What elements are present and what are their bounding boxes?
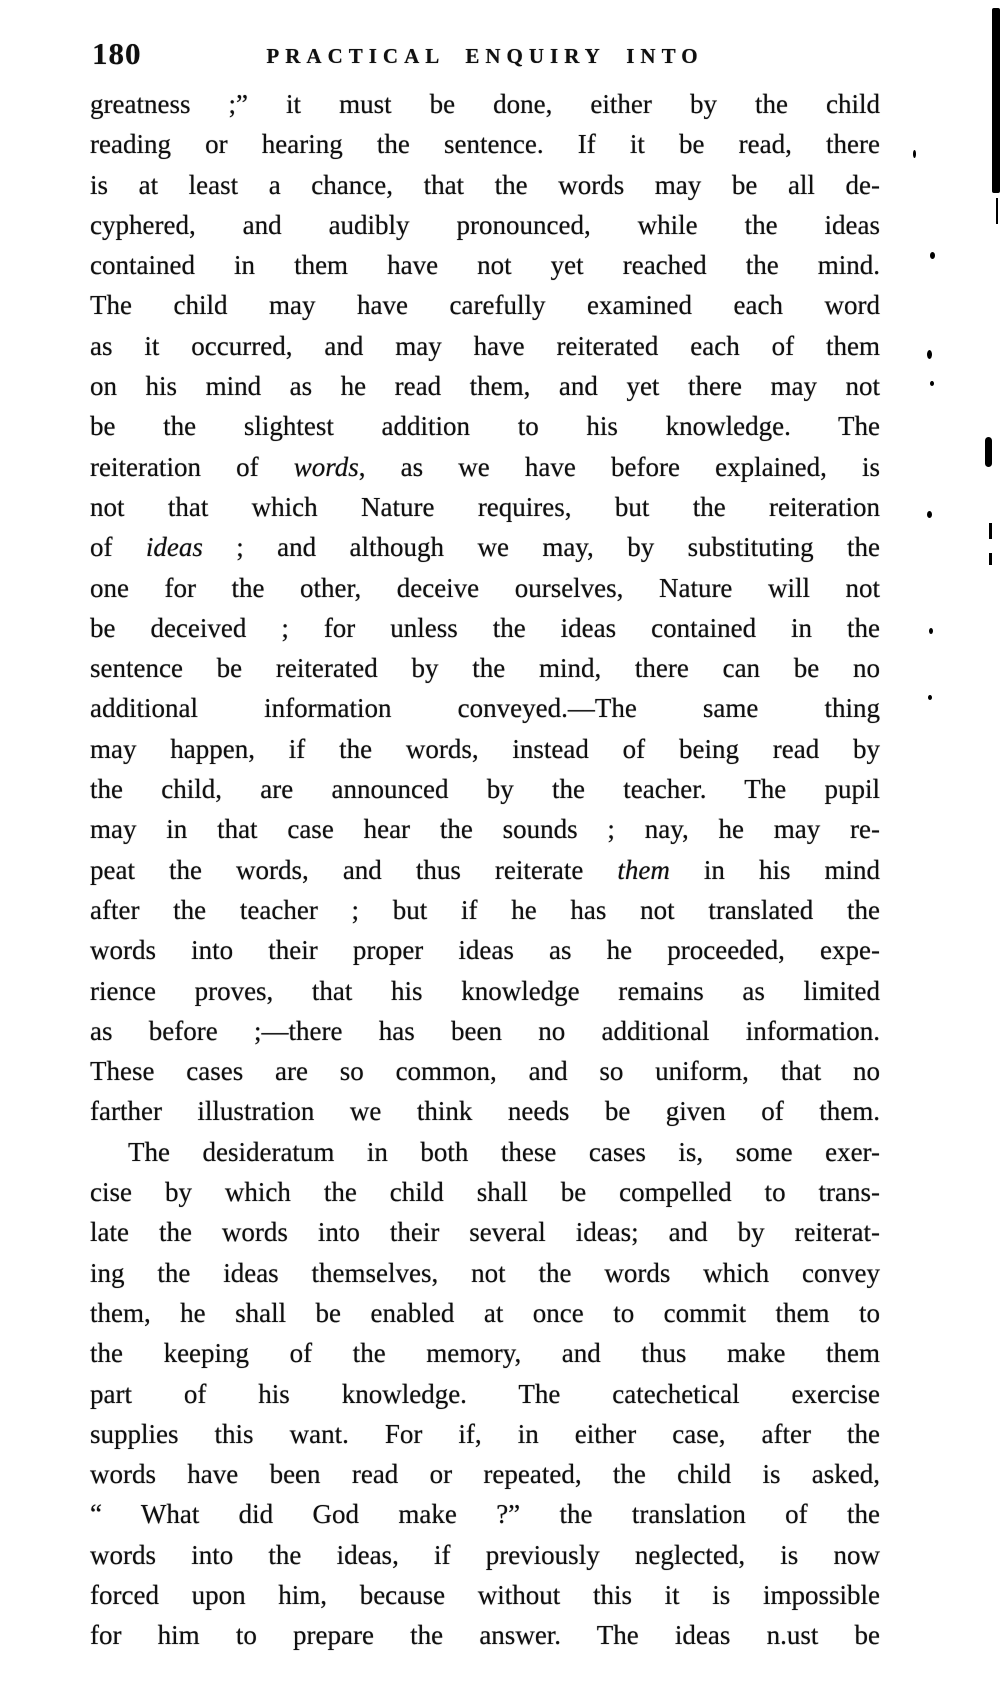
- page-number: 180: [92, 36, 142, 71]
- text-line: “ What did God make ?” the translation of the: [90, 1499, 880, 1530]
- text-line: peat the words, and thus reiterate them in his mind: [90, 854, 880, 885]
- text-line: words into the ideas, if previously neglected, is now: [90, 1539, 880, 1570]
- text-line: be deceived ; for unless the ideas contained in the: [90, 612, 880, 643]
- ink-speck: [930, 381, 934, 386]
- scan-artifact: [996, 198, 998, 224]
- ink-speck: [927, 350, 932, 359]
- text-line: cyphered, and audibly pronounced, while the ideas: [90, 209, 880, 240]
- text-line: is at least a chance, that the words may be all de-: [90, 169, 880, 200]
- scan-artifact: [985, 437, 992, 467]
- text-line: rience proves, that his knowledge remains as limited: [90, 975, 880, 1006]
- text-line: as before ;—there has been no additional information.: [90, 1015, 880, 1046]
- text-line: forced upon him, because without this it is impossible: [90, 1579, 880, 1610]
- text-line: part of his knowledge. The catechetical exercise: [90, 1378, 880, 1409]
- text-line: on his mind as he read them, and yet there may not: [90, 371, 880, 402]
- text-line: be the slightest addition to his knowledge. The: [90, 411, 880, 442]
- ink-speck: [913, 150, 916, 158]
- text-line: These cases are so common, and so uniform, that no: [90, 1056, 880, 1087]
- text-line: greatness ;” it must be done, either by the child: [90, 89, 880, 119]
- running-header: PRACTICAL ENQUIRY INTO: [266, 44, 704, 68]
- text-line: reiteration of words, as we have before explained, is: [90, 451, 880, 482]
- text-line: the keeping of the memory, and thus make them: [90, 1338, 880, 1369]
- ink-speck: [928, 695, 932, 700]
- ink-speck: [927, 511, 932, 518]
- text-line: of ideas ; and although we may, by substituting the: [90, 532, 880, 563]
- text-line: them, he shall be enabled at once to commit them to: [90, 1297, 880, 1328]
- text-line: may in that case hear the sounds ; nay, he may re-: [90, 814, 880, 845]
- text-line: for him to prepare the answer. The ideas n.ust be: [90, 1620, 880, 1651]
- page-edge-bar: [992, 8, 1000, 193]
- ink-speck: [929, 628, 933, 634]
- text-line: contained in them have not yet reached the mind.: [90, 250, 880, 281]
- text-line: may happen, if the words, instead of being read by: [90, 733, 880, 764]
- text-line: the child, are announced by the teacher. The pupil: [90, 774, 880, 805]
- text-line: after the teacher ; but if he has not translated the: [90, 894, 880, 925]
- text-line: words have been read or repeated, the child is asked,: [90, 1459, 880, 1490]
- scan-artifact: [989, 523, 992, 539]
- text-line: words into their proper ideas as he proceeded, expe-: [90, 935, 880, 966]
- text-line: additional information conveyed.—The same thing: [90, 693, 880, 724]
- text-line: as it occurred, and may have reiterated each of them: [90, 330, 880, 361]
- ink-speck: [930, 252, 935, 259]
- text-line: not that which Nature requires, but the reiteration: [90, 491, 880, 522]
- text-line: one for the other, deceive ourselves, Nature will not: [90, 572, 880, 603]
- text-line: cise by which the child shall be compelled to trans-: [90, 1177, 880, 1208]
- text-line: late the words into their several ideas; and by reiterat-: [90, 1217, 880, 1248]
- text-line: The desideratum in both these cases is, some exer-: [128, 1136, 880, 1167]
- text-line: reading or hearing the sentence. If it be read, there: [90, 129, 880, 160]
- text-line: The child may have carefully examined each word: [90, 290, 880, 321]
- text-line: sentence be reiterated by the mind, there can be no: [90, 653, 880, 684]
- text-line: ing the ideas themselves, not the words which convey: [90, 1257, 880, 1288]
- text-line: supplies this want. For if, in either case, after the: [90, 1418, 880, 1449]
- text-block: [90, 84, 880, 1656]
- text-line: farther illustration we think needs be given of them.: [90, 1096, 880, 1127]
- scan-artifact: [989, 553, 992, 565]
